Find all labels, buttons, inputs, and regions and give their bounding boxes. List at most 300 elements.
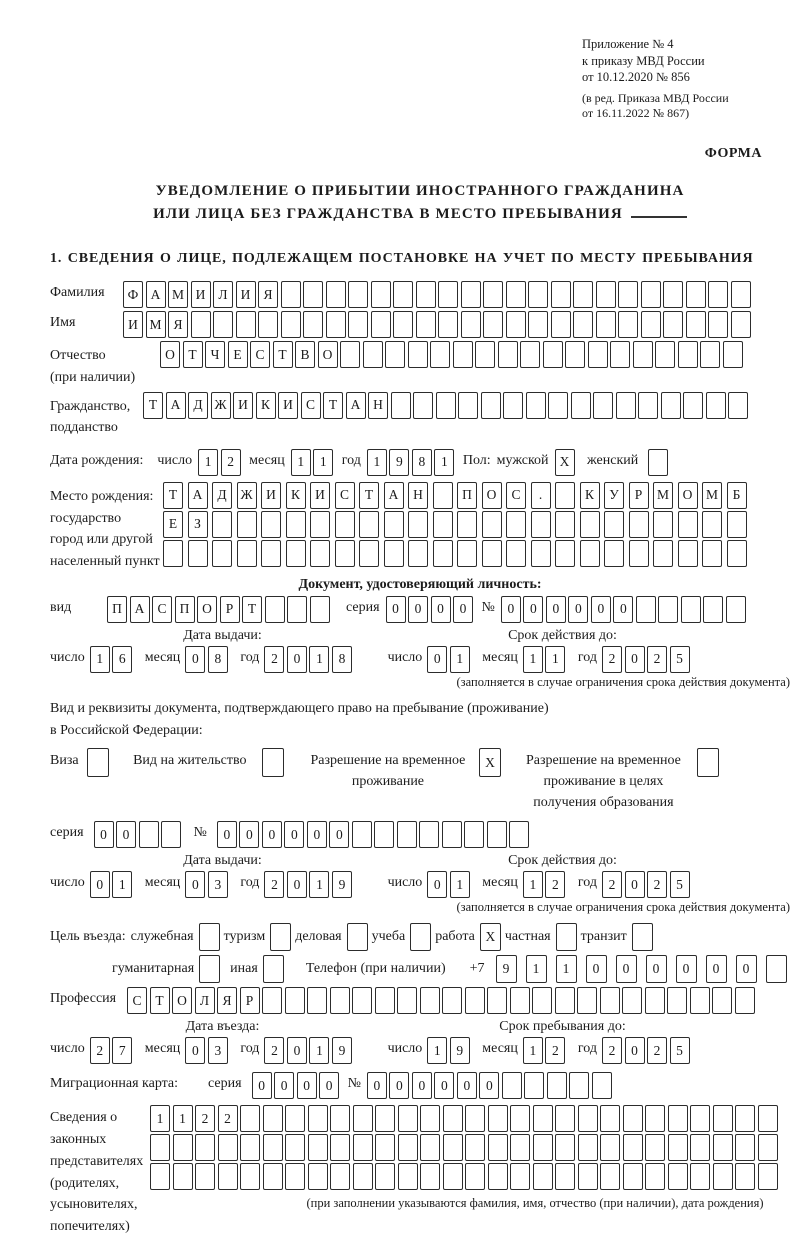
form-cell[interactable] — [371, 281, 391, 308]
form-cell[interactable]: 1 — [198, 449, 218, 476]
form-cell[interactable] — [645, 1105, 665, 1132]
form-cell[interactable] — [482, 511, 502, 538]
form-cell[interactable]: Ж — [237, 482, 257, 509]
form-cell[interactable] — [533, 1134, 553, 1161]
form-cell[interactable]: 5 — [670, 646, 690, 673]
form-cell[interactable] — [758, 1163, 778, 1190]
form-cell[interactable] — [686, 311, 706, 338]
form-cell[interactable] — [413, 392, 433, 419]
sex-male-checkbox[interactable]: X — [555, 449, 575, 476]
form-cell[interactable]: 1 — [523, 1037, 543, 1064]
form-cell[interactable] — [548, 392, 568, 419]
form-cell[interactable]: 6 — [112, 646, 132, 673]
form-cell[interactable]: 0 — [287, 871, 307, 898]
form-cell[interactable] — [436, 392, 456, 419]
form-cell[interactable]: 0 — [239, 821, 259, 848]
form-cell[interactable] — [633, 341, 653, 368]
form-cell[interactable] — [453, 341, 473, 368]
form-cell[interactable] — [483, 311, 503, 338]
form-cell[interactable] — [645, 1134, 665, 1161]
form-cell[interactable]: 2 — [647, 646, 667, 673]
form-cell[interactable] — [139, 821, 159, 848]
form-cell[interactable] — [188, 540, 208, 567]
form-cell[interactable] — [506, 311, 526, 338]
form-cell[interactable]: 0 — [625, 1037, 645, 1064]
form-cell[interactable] — [353, 1134, 373, 1161]
form-cell[interactable]: 1 — [427, 1037, 447, 1064]
form-cell[interactable] — [577, 987, 597, 1014]
form-cell[interactable] — [713, 1105, 733, 1132]
form-cell[interactable] — [713, 1134, 733, 1161]
form-cell[interactable] — [510, 1105, 530, 1132]
form-cell[interactable] — [465, 1163, 485, 1190]
form-cell[interactable] — [420, 1134, 440, 1161]
form-cell[interactable] — [488, 1134, 508, 1161]
form-cell[interactable]: 0 — [706, 955, 727, 983]
form-cell[interactable] — [618, 311, 638, 338]
form-cell[interactable] — [240, 1105, 260, 1132]
form-cell[interactable] — [161, 821, 181, 848]
form-cell[interactable]: 0 — [427, 646, 447, 673]
form-cell[interactable] — [397, 821, 417, 848]
purpose-study-checkbox[interactable] — [410, 923, 431, 951]
form-cell[interactable]: Р — [220, 596, 240, 623]
form-cell[interactable] — [708, 311, 728, 338]
form-cell[interactable] — [578, 1105, 598, 1132]
form-cell[interactable] — [580, 540, 600, 567]
form-cell[interactable]: И — [123, 311, 143, 338]
form-cell[interactable] — [623, 1163, 643, 1190]
form-cell[interactable] — [506, 281, 526, 308]
form-cell[interactable] — [374, 821, 394, 848]
form-cell[interactable] — [433, 482, 453, 509]
form-cell[interactable] — [310, 540, 330, 567]
form-cell[interactable]: 0 — [613, 596, 633, 623]
form-cell[interactable] — [371, 311, 391, 338]
form-cell[interactable]: 0 — [646, 955, 667, 983]
form-cell[interactable] — [706, 392, 726, 419]
form-cell[interactable] — [735, 1105, 755, 1132]
form-cell[interactable] — [510, 1134, 530, 1161]
form-cell[interactable] — [481, 392, 501, 419]
form-cell[interactable]: 2 — [545, 871, 565, 898]
form-cell[interactable] — [551, 311, 571, 338]
form-cell[interactable] — [653, 511, 673, 538]
form-cell[interactable] — [359, 540, 379, 567]
form-cell[interactable]: Т — [163, 482, 183, 509]
form-cell[interactable]: 0 — [217, 821, 237, 848]
form-cell[interactable] — [363, 341, 383, 368]
form-cell[interactable] — [237, 540, 257, 567]
form-cell[interactable]: С — [250, 341, 270, 368]
form-cell[interactable] — [726, 596, 746, 623]
form-cell[interactable]: Я — [217, 987, 237, 1014]
form-cell[interactable] — [359, 511, 379, 538]
form-cell[interactable] — [237, 511, 257, 538]
form-cell[interactable] — [262, 987, 282, 1014]
form-cell[interactable] — [661, 392, 681, 419]
form-cell[interactable] — [330, 1163, 350, 1190]
form-cell[interactable]: 0 — [94, 821, 114, 848]
form-cell[interactable]: 1 — [526, 955, 547, 983]
form-cell[interactable] — [240, 1134, 260, 1161]
form-cell[interactable]: 0 — [116, 821, 136, 848]
form-cell[interactable] — [393, 311, 413, 338]
form-cell[interactable]: О — [482, 482, 502, 509]
form-cell[interactable]: 2 — [602, 646, 622, 673]
form-cell[interactable]: 0 — [262, 821, 282, 848]
form-cell[interactable]: 0 — [185, 646, 205, 673]
form-cell[interactable]: И — [233, 392, 253, 419]
form-cell[interactable] — [258, 311, 278, 338]
form-cell[interactable] — [352, 821, 372, 848]
form-cell[interactable] — [307, 987, 327, 1014]
form-cell[interactable] — [593, 392, 613, 419]
form-cell[interactable] — [218, 1134, 238, 1161]
form-cell[interactable] — [555, 540, 575, 567]
form-cell[interactable] — [735, 1134, 755, 1161]
form-cell[interactable] — [213, 311, 233, 338]
form-cell[interactable]: 2 — [264, 646, 284, 673]
form-cell[interactable]: 9 — [332, 1037, 352, 1064]
form-cell[interactable]: 0 — [319, 1072, 339, 1099]
form-cell[interactable] — [690, 987, 710, 1014]
form-cell[interactable]: 0 — [457, 1072, 477, 1099]
form-cell[interactable]: 1 — [150, 1105, 170, 1132]
form-cell[interactable]: Е — [163, 511, 183, 538]
form-cell[interactable]: 0 — [736, 955, 757, 983]
form-cell[interactable]: 7 — [112, 1037, 132, 1064]
form-cell[interactable] — [398, 1134, 418, 1161]
form-cell[interactable]: 0 — [287, 646, 307, 673]
form-cell[interactable] — [629, 511, 649, 538]
form-cell[interactable] — [588, 341, 608, 368]
form-cell[interactable]: А — [346, 392, 366, 419]
form-cell[interactable] — [690, 1163, 710, 1190]
form-cell[interactable]: С — [127, 987, 147, 1014]
form-cell[interactable] — [287, 596, 307, 623]
form-cell[interactable] — [727, 511, 747, 538]
form-cell[interactable] — [758, 1105, 778, 1132]
form-cell[interactable] — [443, 1134, 463, 1161]
form-cell[interactable]: Л — [195, 987, 215, 1014]
form-cell[interactable] — [713, 1163, 733, 1190]
form-cell[interactable] — [420, 987, 440, 1014]
form-cell[interactable] — [524, 1072, 544, 1099]
residence-permit-checkbox[interactable] — [262, 748, 284, 777]
form-cell[interactable] — [281, 311, 301, 338]
form-cell[interactable]: С — [506, 482, 526, 509]
form-cell[interactable] — [375, 1105, 395, 1132]
form-cell[interactable]: 2 — [221, 449, 241, 476]
form-cell[interactable] — [528, 311, 548, 338]
form-cell[interactable]: 8 — [412, 449, 432, 476]
form-cell[interactable]: М — [146, 311, 166, 338]
form-cell[interactable] — [330, 1105, 350, 1132]
form-cell[interactable] — [702, 540, 722, 567]
form-cell[interactable] — [498, 341, 518, 368]
form-cell[interactable] — [555, 987, 575, 1014]
form-cell[interactable] — [728, 392, 748, 419]
form-cell[interactable]: 0 — [427, 871, 447, 898]
form-cell[interactable] — [482, 540, 502, 567]
form-cell[interactable] — [645, 1163, 665, 1190]
form-cell[interactable] — [533, 1105, 553, 1132]
form-cell[interactable] — [457, 540, 477, 567]
form-cell[interactable] — [610, 341, 630, 368]
form-cell[interactable]: 2 — [264, 871, 284, 898]
form-cell[interactable]: С — [152, 596, 172, 623]
form-cell[interactable] — [641, 281, 661, 308]
form-cell[interactable] — [528, 281, 548, 308]
form-cell[interactable]: 2 — [195, 1105, 215, 1132]
purpose-official-checkbox[interactable] — [199, 923, 220, 951]
form-cell[interactable]: Р — [629, 482, 649, 509]
form-cell[interactable] — [622, 987, 642, 1014]
form-cell[interactable] — [766, 955, 787, 983]
form-cell[interactable] — [571, 392, 591, 419]
form-cell[interactable] — [212, 511, 232, 538]
form-cell[interactable]: Д — [188, 392, 208, 419]
form-cell[interactable]: 0 — [412, 1072, 432, 1099]
form-cell[interactable]: 0 — [297, 1072, 317, 1099]
form-cell[interactable] — [735, 987, 755, 1014]
visa-checkbox[interactable] — [87, 748, 109, 777]
form-cell[interactable] — [580, 511, 600, 538]
form-cell[interactable]: 0 — [274, 1072, 294, 1099]
form-cell[interactable]: Ж — [211, 392, 231, 419]
form-cell[interactable]: 0 — [287, 1037, 307, 1064]
form-cell[interactable] — [348, 311, 368, 338]
form-cell[interactable]: Т — [359, 482, 379, 509]
purpose-tourism-checkbox[interactable] — [270, 923, 291, 951]
form-cell[interactable] — [592, 1072, 612, 1099]
form-cell[interactable]: Е — [228, 341, 248, 368]
form-cell[interactable] — [555, 1134, 575, 1161]
form-cell[interactable] — [384, 511, 404, 538]
form-cell[interactable]: 0 — [389, 1072, 409, 1099]
form-cell[interactable]: 0 — [546, 596, 566, 623]
form-cell[interactable]: 1 — [523, 646, 543, 673]
form-cell[interactable] — [569, 1072, 589, 1099]
form-cell[interactable] — [326, 281, 346, 308]
form-cell[interactable] — [555, 511, 575, 538]
form-cell[interactable]: И — [278, 392, 298, 419]
form-cell[interactable]: К — [286, 482, 306, 509]
form-cell[interactable] — [531, 540, 551, 567]
purpose-work-checkbox[interactable]: X — [480, 923, 501, 951]
form-cell[interactable] — [353, 1105, 373, 1132]
form-cell[interactable]: П — [457, 482, 477, 509]
form-cell[interactable]: 1 — [112, 871, 132, 898]
form-cell[interactable] — [265, 596, 285, 623]
form-cell[interactable]: 3 — [208, 871, 228, 898]
form-cell[interactable] — [236, 311, 256, 338]
form-cell[interactable]: 9 — [450, 1037, 470, 1064]
form-cell[interactable] — [600, 987, 620, 1014]
form-cell[interactable]: Н — [368, 392, 388, 419]
form-cell[interactable] — [398, 1105, 418, 1132]
form-cell[interactable] — [285, 1105, 305, 1132]
form-cell[interactable] — [150, 1163, 170, 1190]
form-cell[interactable] — [604, 540, 624, 567]
form-cell[interactable] — [218, 1163, 238, 1190]
form-cell[interactable] — [163, 540, 183, 567]
form-cell[interactable]: Ф — [123, 281, 143, 308]
form-cell[interactable] — [731, 281, 751, 308]
form-cell[interactable]: Р — [240, 987, 260, 1014]
form-cell[interactable] — [488, 1163, 508, 1190]
form-cell[interactable] — [475, 341, 495, 368]
form-cell[interactable]: 0 — [591, 596, 611, 623]
form-cell[interactable] — [384, 540, 404, 567]
form-cell[interactable]: 0 — [568, 596, 588, 623]
form-cell[interactable]: Л — [213, 281, 233, 308]
form-cell[interactable]: 0 — [386, 596, 406, 623]
form-cell[interactable] — [600, 1134, 620, 1161]
form-cell[interactable] — [551, 281, 571, 308]
form-cell[interactable] — [286, 540, 306, 567]
purpose-private-checkbox[interactable] — [556, 923, 577, 951]
form-cell[interactable]: Т — [242, 596, 262, 623]
form-cell[interactable]: М — [653, 482, 673, 509]
form-cell[interactable]: 8 — [332, 646, 352, 673]
form-cell[interactable]: К — [580, 482, 600, 509]
form-cell[interactable] — [281, 281, 301, 308]
form-cell[interactable] — [510, 1163, 530, 1190]
form-cell[interactable] — [690, 1105, 710, 1132]
form-cell[interactable]: Д — [212, 482, 232, 509]
form-cell[interactable]: О — [197, 596, 217, 623]
form-cell[interactable] — [638, 392, 658, 419]
form-cell[interactable] — [408, 511, 428, 538]
form-cell[interactable] — [681, 596, 701, 623]
form-cell[interactable]: А — [166, 392, 186, 419]
form-cell[interactable] — [397, 987, 417, 1014]
form-cell[interactable]: 2 — [647, 1037, 667, 1064]
form-cell[interactable]: С — [335, 482, 355, 509]
form-cell[interactable] — [457, 511, 477, 538]
form-cell[interactable] — [506, 540, 526, 567]
form-cell[interactable] — [443, 1163, 463, 1190]
form-cell[interactable] — [653, 540, 673, 567]
form-cell[interactable] — [712, 987, 732, 1014]
form-cell[interactable]: А — [146, 281, 166, 308]
form-cell[interactable]: 1 — [313, 449, 333, 476]
form-cell[interactable] — [461, 311, 481, 338]
form-cell[interactable]: 1 — [309, 646, 329, 673]
form-cell[interactable]: Б — [727, 482, 747, 509]
form-cell[interactable]: . — [531, 482, 551, 509]
form-cell[interactable]: 3 — [208, 1037, 228, 1064]
form-cell[interactable]: Я — [168, 311, 188, 338]
form-cell[interactable] — [195, 1163, 215, 1190]
form-cell[interactable] — [191, 311, 211, 338]
form-cell[interactable]: 1 — [434, 449, 454, 476]
form-cell[interactable]: Т — [150, 987, 170, 1014]
form-cell[interactable]: П — [107, 596, 127, 623]
form-cell[interactable] — [731, 311, 751, 338]
form-cell[interactable]: 0 — [185, 1037, 205, 1064]
form-cell[interactable] — [668, 1105, 688, 1132]
form-cell[interactable]: 0 — [523, 596, 543, 623]
form-cell[interactable] — [735, 1163, 755, 1190]
form-cell[interactable]: 9 — [389, 449, 409, 476]
form-cell[interactable]: 1 — [523, 871, 543, 898]
form-cell[interactable]: 1 — [545, 646, 565, 673]
form-cell[interactable]: 0 — [307, 821, 327, 848]
form-cell[interactable]: 1 — [556, 955, 577, 983]
form-cell[interactable]: 0 — [616, 955, 637, 983]
form-cell[interactable]: 5 — [670, 871, 690, 898]
form-cell[interactable] — [353, 1163, 373, 1190]
purpose-business-checkbox[interactable] — [347, 923, 368, 951]
form-cell[interactable] — [330, 987, 350, 1014]
form-cell[interactable] — [375, 987, 395, 1014]
form-cell[interactable]: 0 — [625, 646, 645, 673]
form-cell[interactable]: 0 — [453, 596, 473, 623]
form-cell[interactable] — [375, 1163, 395, 1190]
form-cell[interactable]: 0 — [329, 821, 349, 848]
form-cell[interactable] — [465, 1134, 485, 1161]
form-cell[interactable] — [438, 311, 458, 338]
form-cell[interactable] — [510, 987, 530, 1014]
form-cell[interactable]: 2 — [90, 1037, 110, 1064]
form-cell[interactable] — [623, 1105, 643, 1132]
form-cell[interactable]: У — [604, 482, 624, 509]
form-cell[interactable]: 0 — [434, 1072, 454, 1099]
form-cell[interactable] — [330, 1134, 350, 1161]
form-cell[interactable] — [668, 1134, 688, 1161]
temporary-residence-checkbox[interactable]: X — [479, 748, 501, 777]
form-cell[interactable]: 1 — [367, 449, 387, 476]
form-cell[interactable]: 1 — [173, 1105, 193, 1132]
form-cell[interactable]: 2 — [218, 1105, 238, 1132]
form-cell[interactable] — [393, 281, 413, 308]
form-cell[interactable]: 8 — [208, 646, 228, 673]
form-cell[interactable] — [240, 1163, 260, 1190]
form-cell[interactable] — [310, 511, 330, 538]
form-cell[interactable]: 0 — [185, 871, 205, 898]
form-cell[interactable]: И — [261, 482, 281, 509]
form-cell[interactable] — [678, 341, 698, 368]
form-cell[interactable] — [645, 987, 665, 1014]
form-cell[interactable]: 0 — [479, 1072, 499, 1099]
form-cell[interactable]: О — [678, 482, 698, 509]
form-cell[interactable]: О — [172, 987, 192, 1014]
form-cell[interactable]: О — [318, 341, 338, 368]
form-cell[interactable] — [308, 1163, 328, 1190]
form-cell[interactable]: 2 — [264, 1037, 284, 1064]
form-cell[interactable] — [488, 1105, 508, 1132]
form-cell[interactable]: 1 — [291, 449, 311, 476]
form-cell[interactable] — [398, 1163, 418, 1190]
form-cell[interactable]: А — [384, 482, 404, 509]
form-cell[interactable] — [263, 1105, 283, 1132]
form-cell[interactable]: Т — [273, 341, 293, 368]
form-cell[interactable] — [443, 1105, 463, 1132]
form-cell[interactable] — [285, 1134, 305, 1161]
form-cell[interactable]: И — [236, 281, 256, 308]
form-cell[interactable] — [308, 1105, 328, 1132]
form-cell[interactable] — [438, 281, 458, 308]
form-cell[interactable] — [416, 281, 436, 308]
form-cell[interactable] — [261, 511, 281, 538]
form-cell[interactable]: 2 — [545, 1037, 565, 1064]
form-cell[interactable] — [655, 341, 675, 368]
form-cell[interactable]: И — [310, 482, 330, 509]
form-cell[interactable] — [335, 511, 355, 538]
